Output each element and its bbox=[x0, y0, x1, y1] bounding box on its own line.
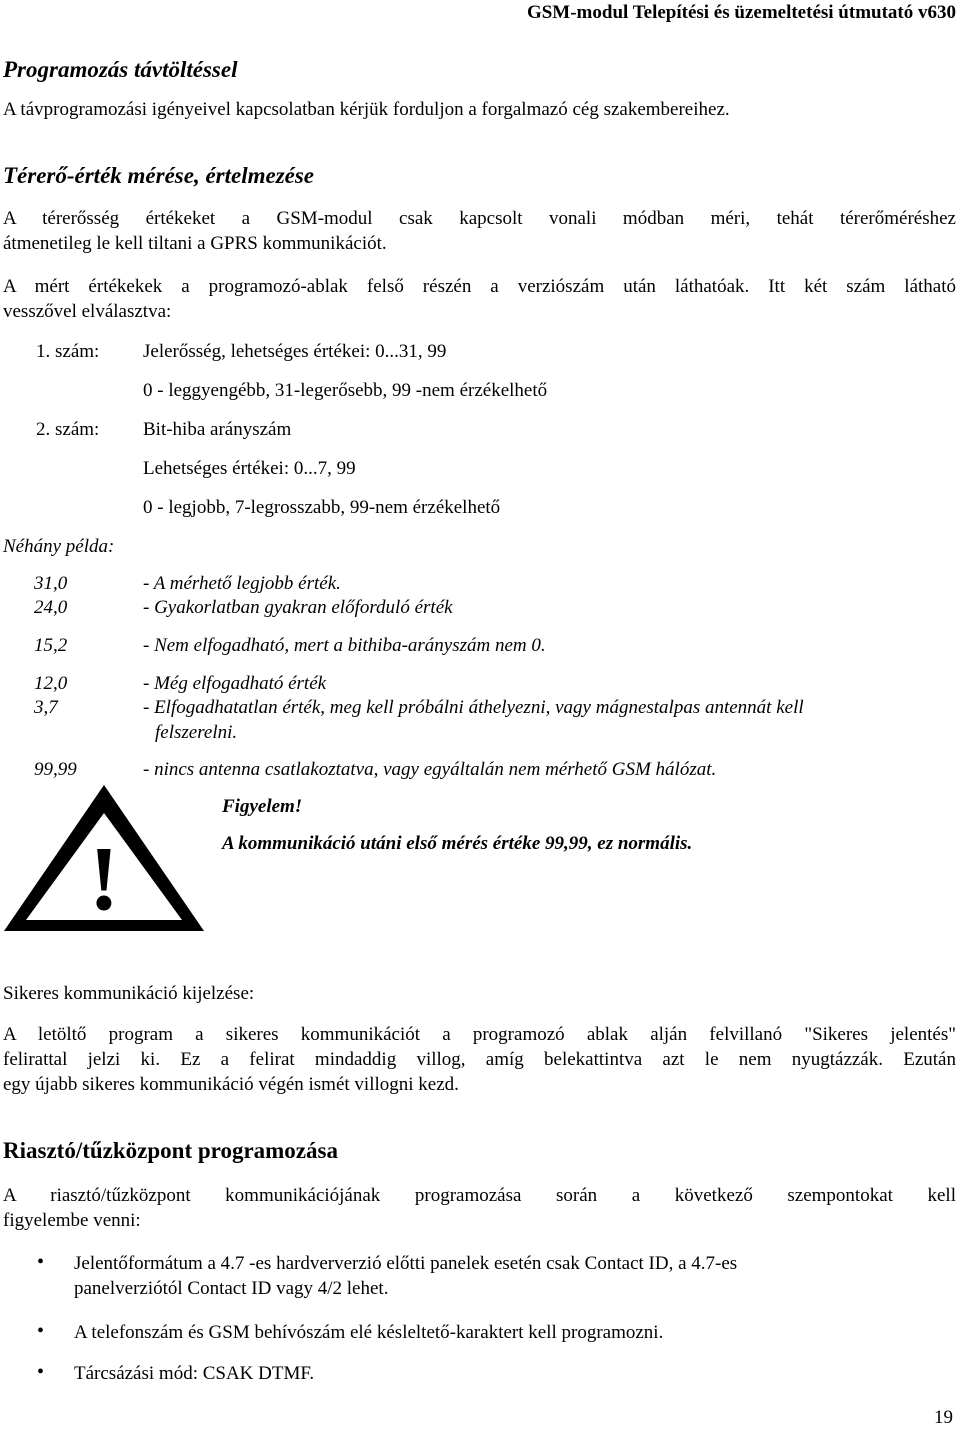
warning-triangle-icon bbox=[2, 783, 206, 933]
example-value: 99,99 bbox=[34, 759, 77, 780]
bullet-item: A telefonszám és GSM behívószám elé késleltető-karaktert kell programozni. bbox=[74, 1322, 664, 1343]
success-line1: A letöltő program a sikeres kommunikációt a programozó ablak alján felvillanó "Sikeres jelentés" bbox=[3, 1024, 956, 1045]
number-2-description: 0 - legjobb, 7-legrosszabb, 99-nem érzékelhető bbox=[143, 497, 501, 518]
example-value: 31,0 bbox=[34, 573, 68, 594]
example-text: - Gyakorlatban gyakran előforduló érték bbox=[143, 597, 453, 618]
signal-paragraph-1 bbox=[3, 206, 956, 256]
example-value: 3,7 bbox=[34, 697, 58, 718]
example-text: - nincs antenna csatlakoztatva, vagy egyáltalán nem mérhető GSM hálózat. bbox=[143, 759, 717, 780]
signal-paragraph-2 bbox=[3, 274, 956, 324]
success-line3: egy újabb sikeres kommunikáció végén ismét villogni kezd. bbox=[3, 1074, 459, 1095]
examples-label: Néhány példa: bbox=[3, 536, 115, 557]
heading-alarm-panel-programming: Riasztó/tűzközpont programozása bbox=[3, 1138, 338, 1163]
number-2-text: Bit-hiba arányszám bbox=[143, 419, 292, 440]
bullet-icon: • bbox=[37, 1251, 45, 1273]
remote-programming-text: A távprogramozási igényeivel kapcsolatban kérjük forduljon a forgalmazó cég szakembereihez. bbox=[3, 99, 730, 120]
heading-remote-programming: Programozás távtöltéssel bbox=[3, 57, 238, 82]
number-2-values: Lehetséges értékei: 0...7, 99 bbox=[143, 458, 356, 479]
number-1-text: Jelerősség, lehetséges értékei: 0...31, 99 bbox=[143, 341, 447, 362]
running-header: GSM-modul Telepítési és üzemeltetési útmutató v630 bbox=[526, 2, 956, 23]
number-1-description: 0 - leggyengébb, 31-legerősebb, 99 -nem érzékelhető bbox=[143, 380, 548, 401]
example-text: - Még elfogadható érték bbox=[143, 673, 327, 694]
page-number: 19 bbox=[934, 1407, 953, 1428]
example-text-continued: felszerelni. bbox=[155, 722, 238, 743]
example-text: - Nem elfogadható, mert a bithiba-arányszám nem 0. bbox=[143, 635, 546, 656]
alarm-line1: A riasztó/tűzközpont kommunikációjának programozása során a következő szempontokat kell bbox=[3, 1185, 956, 1206]
success-paragraph bbox=[3, 1022, 956, 1097]
bullet-item-line1: Jelentőformátum a 4.7 -es hardververzió előtti panelek esetén csak Contact ID, a 4.7-es bbox=[74, 1253, 738, 1274]
number-2-label: 2. szám: bbox=[36, 419, 100, 440]
signal-p2-line2: vesszővel elválasztva: bbox=[3, 301, 172, 322]
example-text: - Elfogadhatatlan érték, meg kell próbálni áthelyezni, vagy mágnestalpas antennát kell bbox=[143, 697, 804, 718]
success-line2: felirattal jelzi ki. Ez a felirat mindaddig villog, amíg belekattintva azt le nem nyugtázzák. Ezután bbox=[3, 1049, 956, 1070]
signal-p1-line1: A térerősség értékeket a GSM-modul csak kapcsolt vonali módban méri, tehát térerőméréshez bbox=[3, 208, 956, 229]
example-value: 15,2 bbox=[34, 635, 68, 656]
bullet-item-line2: panelverziótól Contact ID vagy 4/2 lehet. bbox=[74, 1278, 389, 1299]
heading-success-indication: Sikeres kommunikáció kijelzése: bbox=[3, 983, 255, 1004]
heading-signal-measurement: Térerő-érték mérése, értelmezése bbox=[3, 163, 315, 188]
number-1-label: 1. szám: bbox=[36, 341, 100, 362]
bullet-icon: • bbox=[37, 1361, 45, 1383]
alarm-line2: figyelembe venni: bbox=[3, 1210, 141, 1231]
bullet-item bbox=[74, 1251, 954, 1301]
example-value: 12,0 bbox=[34, 673, 68, 694]
example-value: 24,0 bbox=[34, 597, 68, 618]
warning-exclamation: ! bbox=[88, 827, 120, 929]
bullet-icon: • bbox=[37, 1320, 45, 1342]
warning-text: A kommunikáció utáni első mérés értéke 99,99, ez normális. bbox=[222, 833, 693, 854]
bullet-item: Tárcsázási mód: CSAK DTMF. bbox=[74, 1363, 315, 1384]
signal-p1-line2: átmenetileg le kell tiltani a GPRS kommunikációt. bbox=[3, 233, 387, 254]
signal-p2-line1: A mért értékekek a programozó-ablak felső részén a verziószám után láthatóak. Itt két szám látható bbox=[3, 276, 956, 297]
warning-title: Figyelem! bbox=[222, 796, 303, 817]
example-text: - A mérhető legjobb érték. bbox=[143, 573, 341, 594]
alarm-paragraph bbox=[3, 1183, 956, 1233]
